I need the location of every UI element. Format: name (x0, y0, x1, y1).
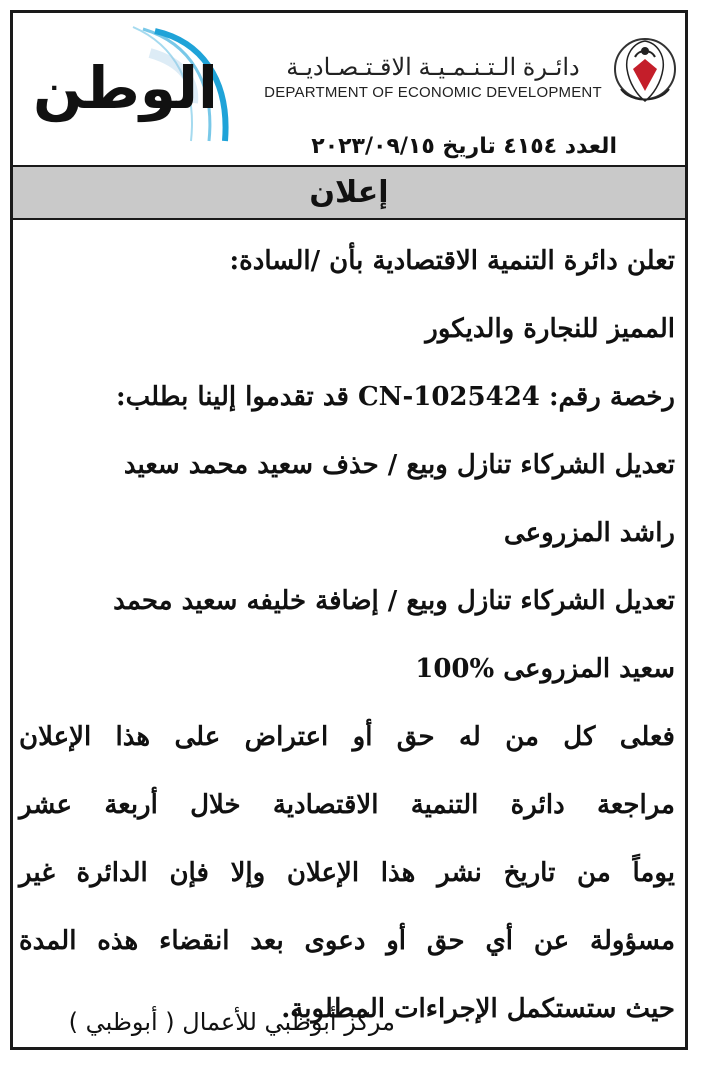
department-name-english: DEPARTMENT OF ECONOMIC DEVELOPMENT (264, 84, 602, 101)
body-line: مسؤولة عن أي حق أو دعوى بعد انقضاء هذه المدة (19, 926, 675, 956)
falcon-emblem-icon (611, 29, 679, 113)
body-line: تعديل الشركاء تنازل وبيع / حذف سعيد محمد سعيد (123, 450, 675, 480)
newspaper-name: الوطن (33, 54, 218, 122)
share-line (19, 635, 675, 703)
request-text: قد تقدموا إلينا بطلب: (116, 382, 349, 412)
share-percentage: 100% (415, 654, 495, 684)
body-line: حيث ستستكمل الإجراءات المطلوبة. (281, 994, 675, 1024)
body-line: فعلى كل من له حق أو اعتراض على هذا الإعلان (19, 722, 675, 752)
license-number: CN-1025424 (357, 382, 540, 412)
announcement-frame (10, 10, 688, 1050)
masthead (13, 13, 685, 133)
issuer-footer: مركز أبوظبي للأعمال ( أبوظبي ) (68, 1008, 395, 1036)
body-line: راشد المزروعى (503, 518, 675, 548)
department-title (263, 53, 603, 101)
body-line: تعلن دائرة التنمية الاقتصادية بأن /السادة: (229, 246, 675, 276)
partner-name: سعيد المزروعى (503, 654, 675, 684)
body-line: تعديل الشركاء تنازل وبيع / إضافة خليفه سعيد محمد (113, 586, 675, 616)
license-line (19, 363, 675, 431)
issue-number-date: العدد ٤١٥٤ تاريخ ٢٠٢٣/٠٩/١٥ (311, 134, 617, 159)
body-line: يوماً من تاريخ نشر هذا الإعلان وإلا فإن الدائرة غير (19, 858, 675, 888)
heading-banner (13, 165, 685, 220)
newspaper-logo (25, 51, 218, 141)
license-label: رخصة رقم: (548, 382, 675, 412)
department-name-arabic: دائـرة الـتـنـمـيـة الاقـتـصـاديـة (286, 54, 580, 81)
company-name: المميز للنجارة والديكور (425, 314, 675, 344)
body-line: مراجعة دائرة التنمية الاقتصادية خلال أربعة عشر (19, 790, 675, 820)
announcement-body (19, 227, 675, 1043)
announcement-heading: إعلان (309, 175, 389, 210)
